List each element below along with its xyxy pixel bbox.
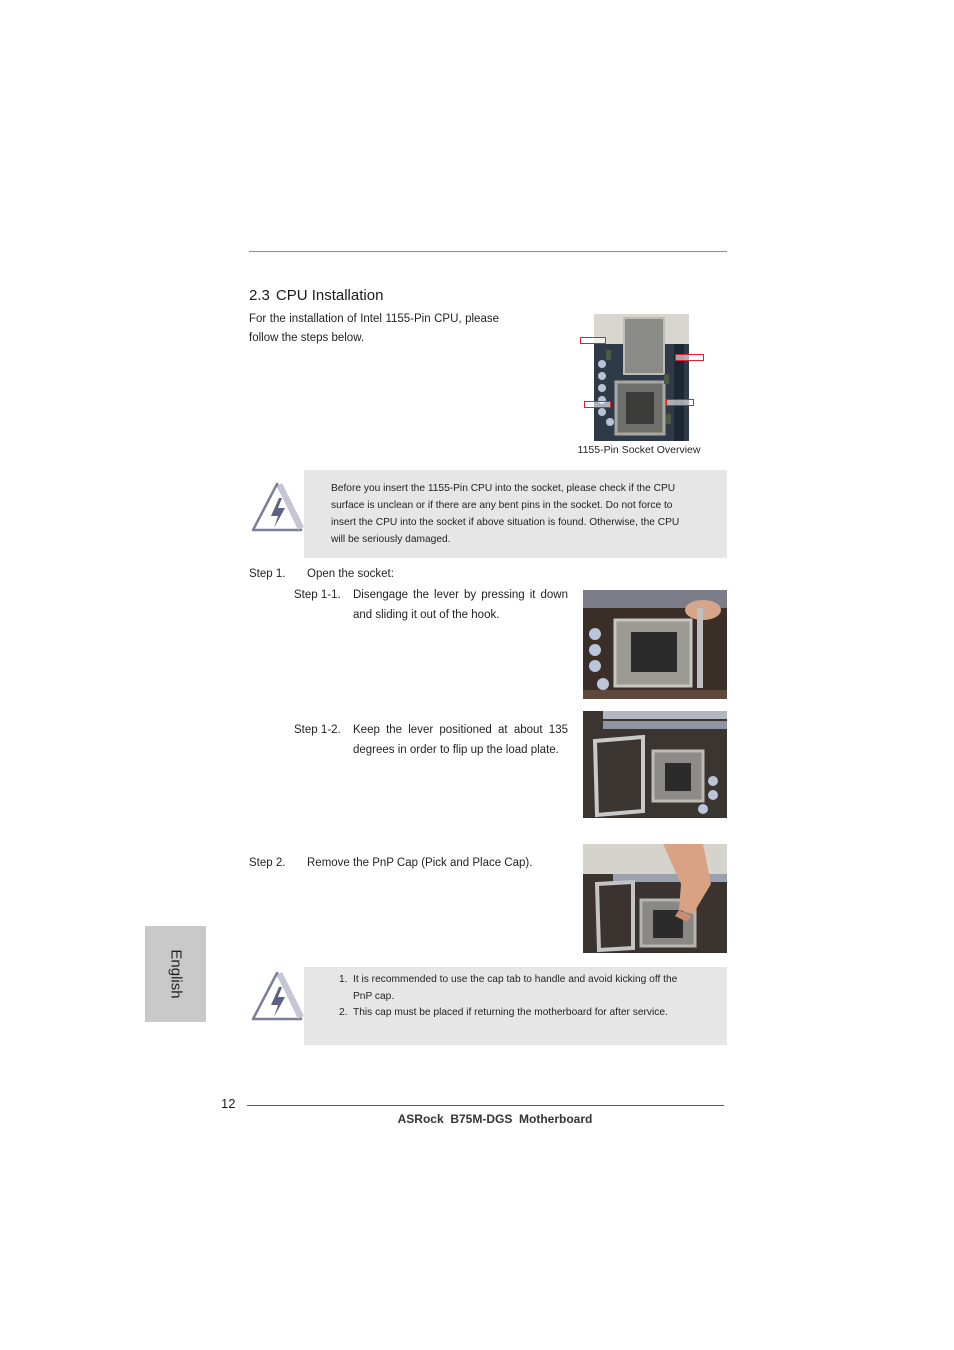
lever-release-photo [583,590,727,699]
step-2-label: Step 2. [249,857,286,869]
caution-box-cap [304,967,727,1045]
caution-item-number: 2. [339,1007,348,1018]
caution-box [304,470,727,558]
step-1-2 [294,720,568,784]
step-1 [249,568,549,580]
step-2 [249,857,579,869]
step-1-2-label: Step 1-2. [294,724,341,736]
section-heading: CPU Installation [275,287,384,304]
warning-triangle-icon [249,969,305,1025]
footer-title: ASRock B75M-DGS Motherboard [397,1112,593,1126]
language-tab-label: English [167,949,184,999]
load-plate-photo [583,711,727,818]
header-rule [249,251,727,252]
step-1-1-text: Disengage the lever by pressing it down and sliding it out of the hook. [353,589,568,621]
page-number: 12 [221,1096,236,1111]
callout-tag [584,401,611,408]
step-1-label: Step 1. [249,568,286,580]
caution-text: Before you insert the 1155-Pin CPU into the socket, please check if the CPU surface is unclean or if there are any bent pins in the socket. Do not force to insert the CPU into the socket if above situation is found. Otherwise, the CPU will be seriously damaged. [331,483,680,545]
caution-item-text: It is recommended to use the cap tab to handle and avoid kicking off the PnP cap. [353,974,678,1002]
callout-tag [666,399,694,406]
pnp-cap-removal-photo [583,844,727,953]
step-1-2-text: Keep the lever positioned at about 135 degrees in order to flip up the load plate. [353,724,568,756]
callout-tag [675,354,704,361]
caution-item-number: 1. [339,974,348,985]
socket-caption: 1155-Pin Socket Overview [577,444,701,456]
caution-item [339,1004,684,1021]
caution-item [339,971,684,1005]
socket-overview-illustration [594,314,689,441]
callout-tag [580,337,606,344]
step-1-1-label: Step 1-1. [294,589,341,601]
section-title [249,287,383,304]
socket-overview-photo [594,314,689,441]
language-tab [145,926,206,1022]
step-1-1 [294,585,568,629]
footer-rule [247,1105,724,1106]
caution-item-text: This cap must be placed if returning the motherboard for after service. [353,1007,668,1018]
intro-text: For the installation of Intel 1155-Pin CPU, please follow the steps below. [249,313,499,344]
step-2-text: Remove the PnP Cap (Pick and Place Cap). [307,857,533,869]
step-1-text: Open the socket: [307,568,394,580]
section-number: 2.3 [249,287,270,304]
warning-triangle-icon [249,480,305,536]
